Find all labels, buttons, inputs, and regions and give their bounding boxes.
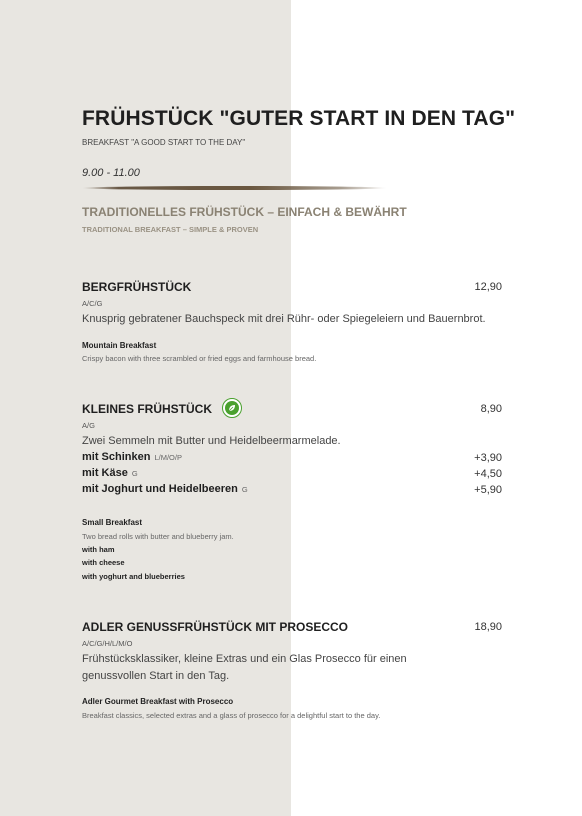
item-allergens: A/C/G: [82, 299, 103, 308]
section-title: TRADITIONELLES FRÜHSTÜCK – EINFACH & BEWÄHRT: [82, 205, 407, 219]
extra-option: mit Schinken L/M/O/P: [82, 451, 182, 463]
vegetarian-leaf-icon: [222, 398, 242, 418]
item-english-description: Breakfast classics, selected extras and a glass of prosecco for a delightful start to the day.: [82, 711, 381, 720]
item-title: ADLER GENUSSFRÜHSTÜCK MIT PROSECCO: [82, 620, 349, 634]
item-allergens: A/C/G/H/L/M/O: [82, 639, 133, 648]
extra-option: mit Joghurt und Heidelbeeren G: [82, 483, 248, 495]
item-description: Zwei Semmeln mit Butter und Heidelbeermarmelade.: [82, 435, 341, 447]
english-extra: with ham: [82, 545, 115, 554]
item-allergens: A/G: [82, 421, 95, 430]
leaf-icon: [227, 403, 237, 413]
extra-price: +5,90: [474, 484, 502, 496]
section-subtitle: TRADITIONAL BREAKFAST – SIMPLE & PROVEN: [82, 225, 259, 234]
item-english-title: Adler Gourmet Breakfast with Prosecco: [82, 697, 234, 706]
item-english-description: Two bread rolls with butter and blueberry jam.: [82, 532, 234, 541]
item-english-title: Mountain Breakfast: [82, 341, 157, 350]
item-english-title: Small Breakfast: [82, 518, 143, 527]
item-description: Frühstücksklassiker, kleine Extras und ein Glas Prosecco für einen genussvollen Start in den Tag.: [82, 653, 407, 682]
serving-time: 9.00 - 11.00: [82, 167, 140, 179]
divider: [82, 186, 387, 190]
item-title: BERGFRÜHSTÜCK: [82, 280, 192, 294]
english-extra: with cheese: [82, 558, 125, 567]
item-title: KLEINES FRÜHSTÜCK: [82, 402, 213, 416]
item-english-description: Crispy bacon with three scrambled or fried eggs and farmhouse bread.: [82, 354, 317, 363]
item-price: 8,90: [480, 403, 502, 415]
extra-option: mit Käse G: [82, 467, 138, 479]
extra-price: +4,50: [474, 468, 502, 480]
extra-price: +3,90: [474, 452, 502, 464]
english-extra: with yoghurt and blueberries: [82, 572, 185, 581]
page-subtitle: BREAKFAST "A GOOD START TO THE DAY": [82, 138, 246, 147]
item-description: Knusprig gebratener Bauchspeck mit drei Rühr- oder Spiegeleiern und Bauernbrot.: [82, 313, 486, 325]
item-price: 18,90: [474, 621, 502, 633]
page-title: FRÜHSTÜCK "GUTER START IN DEN TAG": [82, 107, 516, 130]
menu-page: [82, 0, 516, 816]
item-price: 12,90: [474, 281, 502, 293]
